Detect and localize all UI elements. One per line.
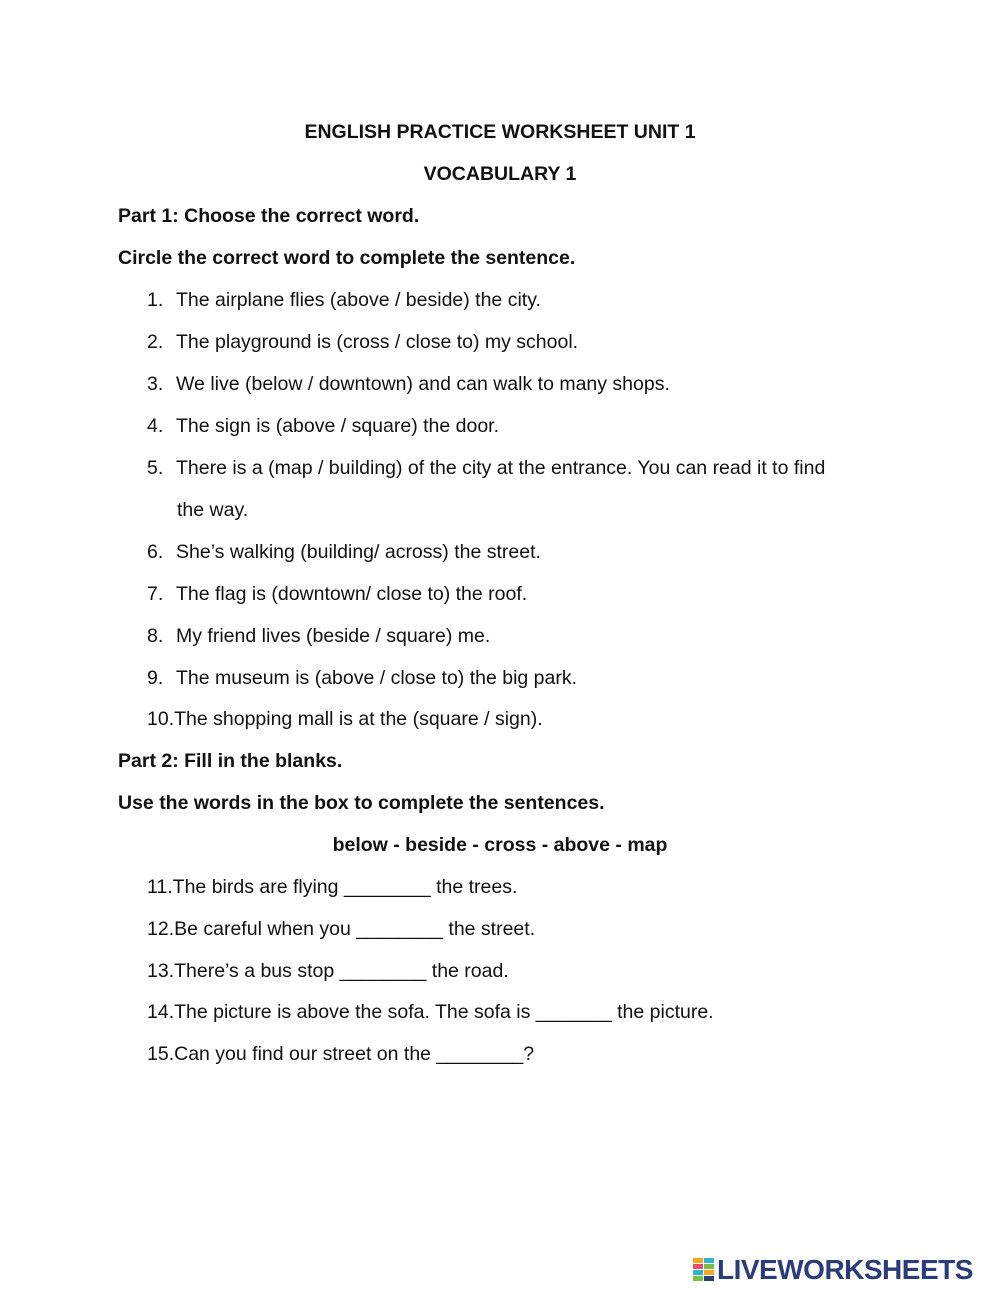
list-item-continuation: the way. xyxy=(177,499,249,521)
list-item xyxy=(147,413,907,439)
item-text: The flag is (downtown/ close to) the roof. xyxy=(176,583,528,605)
list-item xyxy=(147,916,907,942)
item-text: The birds are flying ________ the trees. xyxy=(172,876,518,898)
item-number: 11. xyxy=(147,876,173,898)
item-text: The sign is (above / square) the door. xyxy=(176,415,500,437)
list-item xyxy=(147,455,907,481)
item-text: We live (below / downtown) and can walk to many shops. xyxy=(176,373,670,395)
liveworksheets-logo[interactable] xyxy=(693,1256,973,1284)
item-text: There’s a bus stop ________ the road. xyxy=(174,960,509,982)
worksheet-title: ENGLISH PRACTICE WORKSHEET UNIT 1 xyxy=(304,121,696,143)
liveworksheets-logo-icon xyxy=(693,1258,715,1282)
list-item xyxy=(147,1041,907,1067)
item-text: The playground is (cross / close to) my school. xyxy=(176,331,579,353)
part2-instruction: Use the words in the box to complete the sentences. xyxy=(118,792,605,814)
list-item xyxy=(147,329,907,355)
list-item xyxy=(147,287,907,313)
item-number: 14. xyxy=(147,1001,175,1023)
list-item xyxy=(147,539,907,565)
item-text: The museum is (above / close to) the big park. xyxy=(176,667,578,689)
item-number: 8. xyxy=(147,625,164,647)
word-box: below - beside - cross - above - map xyxy=(332,834,668,856)
item-text: There is a (map / building) of the city at the entrance. You can read it to find xyxy=(176,457,826,479)
item-text: Can you find our street on the ________? xyxy=(174,1043,535,1065)
item-number: 13. xyxy=(147,960,175,982)
liveworksheets-logo-text: LIVEWORKSHEETS xyxy=(717,1254,973,1285)
list-item xyxy=(147,371,907,397)
item-number: 9. xyxy=(147,667,164,689)
list-item xyxy=(147,958,907,984)
item-number: 10. xyxy=(147,708,175,730)
item-number: 1. xyxy=(147,289,164,311)
part1-heading: Part 1: Choose the correct word. xyxy=(118,205,420,227)
list-item xyxy=(147,581,907,607)
list-item xyxy=(147,623,907,649)
part2-heading: Part 2: Fill in the blanks. xyxy=(118,750,343,772)
item-number: 6. xyxy=(147,541,164,563)
list-item xyxy=(147,665,907,691)
list-item xyxy=(147,874,907,900)
list-item xyxy=(147,706,907,732)
list-item xyxy=(147,999,907,1025)
worksheet-subtitle: VOCABULARY 1 xyxy=(423,163,577,185)
item-text: My friend lives (beside / square) me. xyxy=(176,625,491,647)
item-number: 3. xyxy=(147,373,164,395)
item-number: 4. xyxy=(147,415,164,437)
item-text: She’s walking (building/ across) the street. xyxy=(176,541,541,563)
item-number: 12. xyxy=(147,918,175,940)
part1-instruction: Circle the correct word to complete the sentence. xyxy=(118,247,576,269)
item-number: 2. xyxy=(147,331,164,353)
item-text: Be careful when you ________ the street. xyxy=(174,918,536,940)
item-number: 5. xyxy=(147,457,164,479)
item-number: 15. xyxy=(147,1043,175,1065)
item-number: 7. xyxy=(147,583,164,605)
item-text: The airplane flies (above / beside) the city. xyxy=(176,289,541,311)
item-text: The picture is above the sofa. The sofa is _______ the picture. xyxy=(174,1001,714,1023)
item-text: The shopping mall is at the (square / sign). xyxy=(174,708,543,730)
